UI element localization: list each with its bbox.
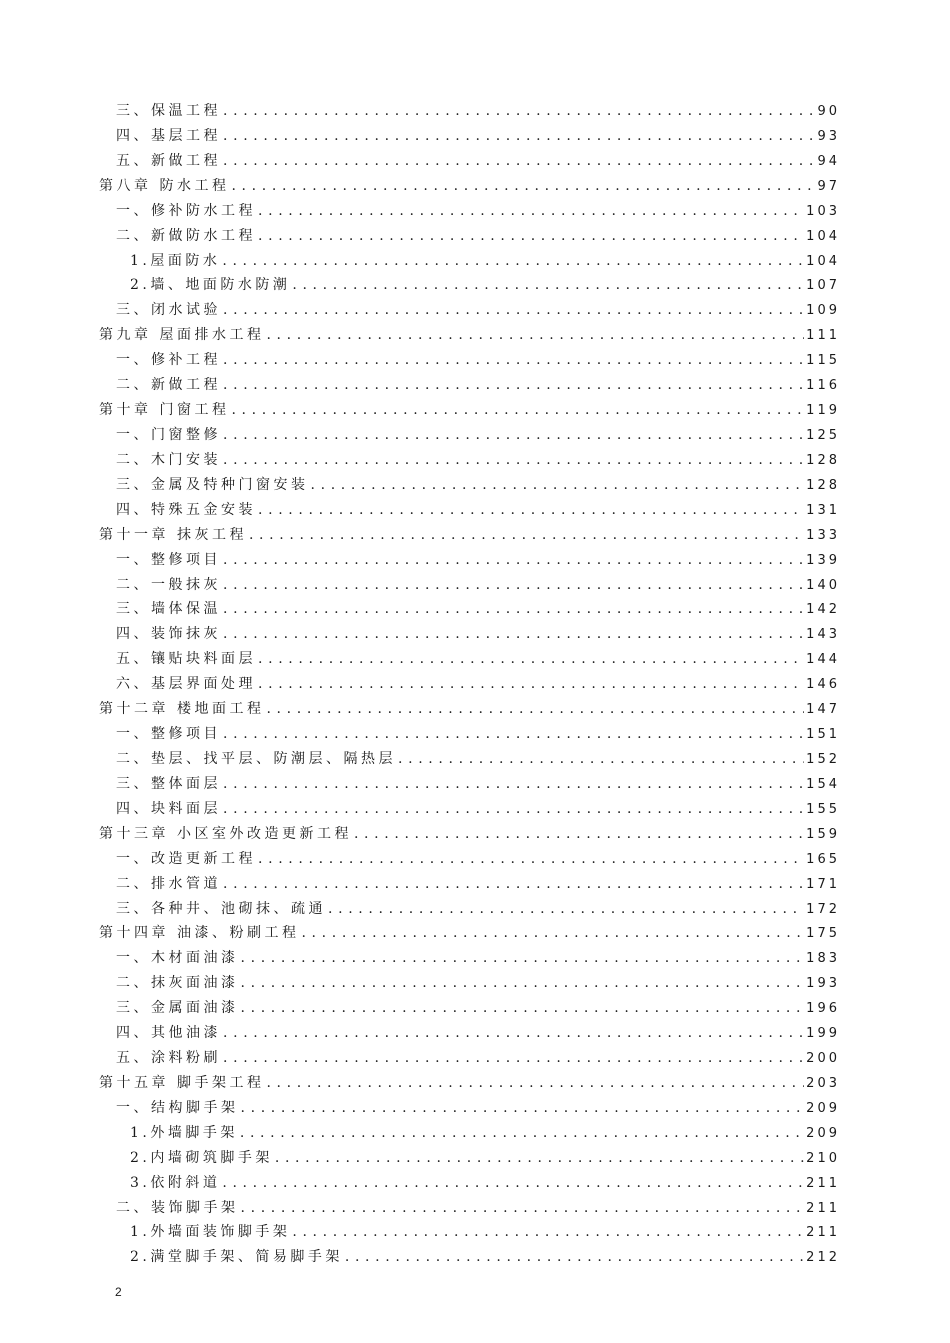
toc-entry-title: 四、特殊五金安装 xyxy=(116,501,256,518)
toc-entry-page: 90 xyxy=(817,104,840,119)
table-of-contents xyxy=(99,99,840,1270)
toc-section-entry[interactable] xyxy=(99,1245,840,1270)
toc-entry-title: 三、墙体保温 xyxy=(116,601,221,618)
toc-section-entry[interactable] xyxy=(99,747,840,772)
dot-leader xyxy=(241,971,805,996)
toc-section-entry[interactable] xyxy=(99,373,840,398)
toc-section-entry[interactable] xyxy=(99,971,840,996)
toc-entry-title: 三、各种井、池砌抹、疏通 xyxy=(116,900,326,917)
toc-section-entry[interactable] xyxy=(99,149,840,174)
toc-chapter-entry[interactable] xyxy=(99,1071,840,1096)
toc-entry-page: 211 xyxy=(806,1225,840,1241)
toc-entry-page: 209 xyxy=(806,1125,840,1141)
toc-entry-page: 94 xyxy=(817,153,840,169)
toc-entry-page: 154 xyxy=(806,776,840,792)
toc-entry-page: 115 xyxy=(806,353,840,369)
dot-leader xyxy=(345,1245,804,1270)
toc-section-entry[interactable] xyxy=(99,597,840,622)
toc-entry-title: 一、门窗整修 xyxy=(116,426,221,443)
toc-entry-page: 104 xyxy=(806,253,840,269)
dot-leader xyxy=(258,224,804,249)
toc-entry-title: 第十章 门窗工程 xyxy=(99,402,230,419)
toc-entry-title: 五、镶贴块料面层 xyxy=(116,651,256,668)
toc-section-entry[interactable] xyxy=(99,1096,840,1121)
toc-entry-page: 133 xyxy=(806,527,840,543)
toc-entry-page: 116 xyxy=(806,378,840,394)
dot-leader xyxy=(223,872,804,897)
toc-entry-page: 107 xyxy=(806,278,840,294)
toc-entry-page: 104 xyxy=(806,228,840,244)
dot-leader xyxy=(258,847,804,872)
dot-leader xyxy=(292,1220,804,1245)
toc-entry-title: 六、基层界面处理 xyxy=(116,676,256,693)
toc-entry-page: 111 xyxy=(806,328,840,344)
toc-entry-page: 209 xyxy=(806,1100,840,1116)
toc-entry-title: 3.依附斜道 xyxy=(130,1174,221,1191)
toc-entry-title: 1.屋面防水 xyxy=(130,252,221,269)
toc-section-entry[interactable] xyxy=(99,224,840,249)
toc-entry-title: 第十四章 油漆、粉刷工程 xyxy=(99,925,300,942)
toc-entry-page: 155 xyxy=(806,801,840,817)
toc-entry-page: 146 xyxy=(806,677,840,693)
dot-leader xyxy=(223,448,804,473)
dot-leader xyxy=(311,473,805,498)
dot-leader xyxy=(258,199,804,224)
toc-chapter-entry[interactable] xyxy=(99,523,840,548)
dot-leader xyxy=(223,423,804,448)
dot-leader xyxy=(241,1196,805,1221)
dot-leader xyxy=(292,273,804,298)
toc-entry-title: 第十二章 楼地面工程 xyxy=(99,701,265,718)
toc-section-entry[interactable] xyxy=(99,897,840,922)
dot-leader xyxy=(223,373,804,398)
toc-section-entry[interactable] xyxy=(99,847,840,872)
toc-entry-title: 二、新做防水工程 xyxy=(116,227,256,244)
toc-entry-page: 97 xyxy=(817,178,840,194)
toc-entry-page: 183 xyxy=(806,951,840,967)
toc-entry-title: 第八章 防水工程 xyxy=(99,177,230,194)
toc-chapter-entry[interactable] xyxy=(99,822,840,847)
dot-leader xyxy=(241,946,805,971)
toc-section-entry[interactable] xyxy=(99,797,840,822)
toc-entry-page: 125 xyxy=(806,427,840,443)
toc-section-entry[interactable] xyxy=(99,772,840,797)
toc-section-entry[interactable] xyxy=(99,448,840,473)
toc-section-entry[interactable] xyxy=(99,99,840,124)
toc-entry-page: 203 xyxy=(806,1075,840,1091)
toc-chapter-entry[interactable] xyxy=(99,398,840,423)
toc-entry-page: 119 xyxy=(806,403,840,419)
dot-leader xyxy=(241,1096,805,1121)
toc-entry-title: 一、改造更新工程 xyxy=(116,850,256,867)
toc-section-entry[interactable] xyxy=(99,249,840,274)
toc-entry-page: 196 xyxy=(806,1001,840,1017)
dot-leader xyxy=(223,772,804,797)
toc-section-entry[interactable] xyxy=(99,1021,840,1046)
dot-leader xyxy=(301,921,804,946)
dot-leader xyxy=(258,672,804,697)
toc-section-entry[interactable] xyxy=(99,348,840,373)
toc-entry-title: 一、修补工程 xyxy=(116,352,221,369)
toc-section-entry[interactable] xyxy=(99,1146,840,1171)
toc-entry-page: 212 xyxy=(806,1250,840,1266)
toc-entry-title: 三、闭水试验 xyxy=(116,302,221,319)
toc-entry-title: 一、整修项目 xyxy=(116,726,221,743)
toc-section-entry[interactable] xyxy=(99,1220,840,1245)
dot-leader xyxy=(223,124,815,149)
toc-section-entry[interactable] xyxy=(99,1171,840,1196)
toc-entry-page: 128 xyxy=(806,452,840,468)
dot-leader xyxy=(223,99,815,124)
toc-section-entry[interactable] xyxy=(99,273,840,298)
dot-leader xyxy=(240,1121,804,1146)
dot-leader xyxy=(223,548,804,573)
toc-entry-page: 147 xyxy=(806,702,840,718)
toc-entry-title: 二、垫层、找平层、防潮层、隔热层 xyxy=(116,750,396,767)
dot-leader xyxy=(222,249,804,274)
dot-leader xyxy=(222,1171,804,1196)
dot-leader xyxy=(223,348,804,373)
toc-section-entry[interactable] xyxy=(99,622,840,647)
toc-chapter-entry[interactable] xyxy=(99,323,840,348)
toc-entry-page: 93 xyxy=(817,128,840,144)
toc-entry-page: 144 xyxy=(806,652,840,668)
toc-entry-title: 一、整修项目 xyxy=(116,551,221,568)
toc-entry-title: 五、新做工程 xyxy=(116,152,221,169)
dot-leader xyxy=(223,149,815,174)
toc-entry-title: 二、抹灰面油漆 xyxy=(116,975,239,992)
toc-section-entry[interactable] xyxy=(99,573,840,598)
dot-leader xyxy=(223,1021,804,1046)
dot-leader xyxy=(266,323,804,348)
toc-entry-title: 五、涂料粉刷 xyxy=(116,1050,221,1067)
toc-entry-page: 171 xyxy=(806,876,840,892)
toc-entry-page: 131 xyxy=(806,502,840,518)
dot-leader xyxy=(223,797,804,822)
toc-entry-page: 142 xyxy=(806,602,840,618)
toc-entry-title: 2.墙、地面防水防潮 xyxy=(130,277,291,294)
toc-section-entry[interactable] xyxy=(99,548,840,573)
toc-entry-page: 211 xyxy=(806,1175,840,1191)
toc-section-entry[interactable] xyxy=(99,722,840,747)
toc-entry-page: 139 xyxy=(806,552,840,568)
toc-section-entry[interactable] xyxy=(99,1196,840,1221)
dot-leader xyxy=(258,498,804,523)
toc-section-entry[interactable] xyxy=(99,498,840,523)
toc-entry-title: 三、保温工程 xyxy=(116,103,221,119)
toc-section-entry[interactable] xyxy=(99,872,840,897)
dot-leader xyxy=(398,747,804,772)
toc-entry-page: 143 xyxy=(806,627,840,643)
page-number: 2 xyxy=(115,1285,122,1299)
dot-leader xyxy=(223,622,804,647)
dot-leader xyxy=(258,647,804,672)
toc-entry-title: 第十三章 小区室外改造更新工程 xyxy=(99,825,352,842)
toc-entry-title: 第九章 屋面排水工程 xyxy=(99,327,265,344)
dot-leader xyxy=(249,523,804,548)
dot-leader xyxy=(223,1046,804,1071)
toc-section-entry[interactable] xyxy=(99,996,840,1021)
dot-leader xyxy=(223,573,804,598)
dot-leader xyxy=(354,822,804,847)
dot-leader xyxy=(223,298,804,323)
toc-entry-title: 1.外墙面装饰脚手架 xyxy=(130,1224,291,1241)
toc-entry-page: 200 xyxy=(806,1051,840,1067)
toc-entry-title: 四、其他油漆 xyxy=(116,1025,221,1042)
toc-section-entry[interactable] xyxy=(99,298,840,323)
toc-entry-page: 199 xyxy=(806,1026,840,1042)
toc-entry-title: 一、结构脚手架 xyxy=(116,1099,239,1116)
toc-entry-page: 103 xyxy=(806,203,840,219)
toc-section-entry[interactable] xyxy=(99,473,840,498)
dot-leader xyxy=(231,398,804,423)
toc-entry-title: 三、金属面油漆 xyxy=(116,1000,239,1017)
toc-section-entry[interactable] xyxy=(99,1121,840,1146)
toc-entry-title: 2.内墙砌筑脚手架 xyxy=(130,1149,273,1166)
toc-entry-page: 128 xyxy=(806,477,840,493)
toc-entry-title: 1.外墙脚手架 xyxy=(130,1124,238,1141)
toc-chapter-entry[interactable] xyxy=(99,174,840,199)
toc-entry-page: 151 xyxy=(806,727,840,743)
toc-entry-title: 一、木材面油漆 xyxy=(116,950,239,967)
dot-leader xyxy=(328,897,804,922)
toc-entry-title: 二、排水管道 xyxy=(116,875,221,892)
toc-chapter-entry[interactable] xyxy=(99,921,840,946)
toc-entry-page: 172 xyxy=(806,901,840,917)
toc-section-entry[interactable] xyxy=(99,672,840,697)
toc-entry-page: 211 xyxy=(806,1200,840,1216)
toc-entry-page: 165 xyxy=(806,851,840,867)
dot-leader xyxy=(223,597,804,622)
toc-entry-page: 193 xyxy=(806,976,840,992)
toc-entry-title: 第十五章 脚手架工程 xyxy=(99,1074,265,1091)
toc-entry-page: 140 xyxy=(806,577,840,593)
toc-section-entry[interactable] xyxy=(99,946,840,971)
toc-entry-title: 四、块料面层 xyxy=(116,800,221,817)
toc-entry-title: 三、整体面层 xyxy=(116,775,221,792)
toc-entry-title: 二、新做工程 xyxy=(116,377,221,394)
toc-entry-title: 二、一般抹灰 xyxy=(116,576,221,593)
dot-leader xyxy=(231,174,815,199)
toc-section-entry[interactable] xyxy=(99,1046,840,1071)
toc-chapter-entry[interactable] xyxy=(99,697,840,722)
toc-entry-title: 一、修补防水工程 xyxy=(116,202,256,219)
toc-entry-page: 159 xyxy=(806,826,840,842)
dot-leader xyxy=(266,1071,804,1096)
dot-leader xyxy=(223,722,804,747)
dot-leader xyxy=(266,697,804,722)
toc-entry-title: 第十一章 抹灰工程 xyxy=(99,526,247,543)
toc-entry-page: 210 xyxy=(806,1150,840,1166)
toc-section-entry[interactable] xyxy=(99,423,840,448)
dot-leader xyxy=(275,1146,804,1171)
toc-entry-title: 2.满堂脚手架、简易脚手架 xyxy=(130,1249,343,1266)
toc-section-entry[interactable] xyxy=(99,124,840,149)
toc-entry-page: 152 xyxy=(806,751,840,767)
toc-entry-title: 四、装饰抹灰 xyxy=(116,626,221,643)
toc-section-entry[interactable] xyxy=(99,199,840,224)
toc-entry-page: 175 xyxy=(806,926,840,942)
dot-leader xyxy=(241,996,805,1021)
toc-entry-title: 二、装饰脚手架 xyxy=(116,1199,239,1216)
toc-entry-title: 四、基层工程 xyxy=(116,127,221,144)
toc-entry-title: 三、金属及特种门窗安装 xyxy=(116,476,309,493)
toc-entry-page: 109 xyxy=(806,303,840,319)
toc-section-entry[interactable] xyxy=(99,647,840,672)
toc-entry-title: 二、木门安装 xyxy=(116,451,221,468)
